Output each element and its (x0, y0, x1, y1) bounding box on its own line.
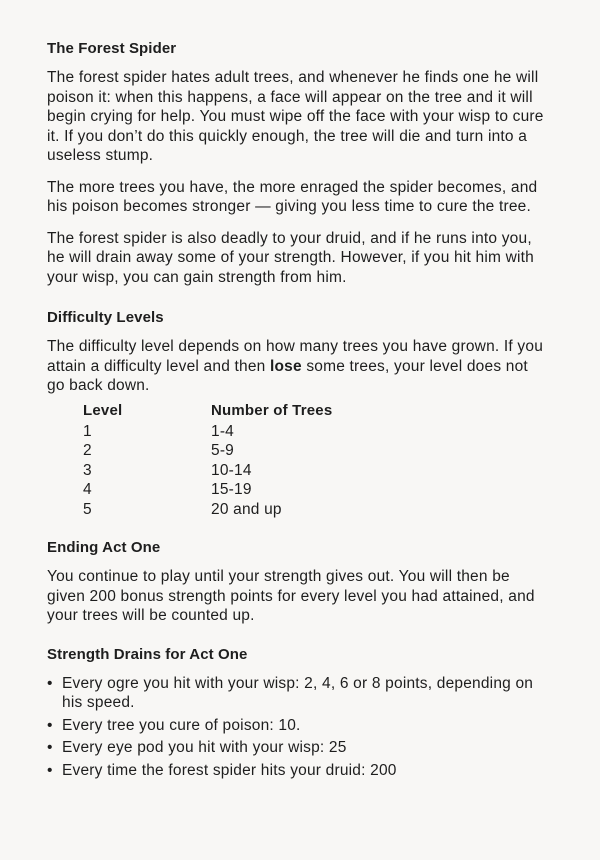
difficulty-intro-after: some trees, your level does not go back down. (47, 357, 528, 394)
level-column-header: Level (83, 401, 123, 419)
list-item (47, 738, 544, 758)
difficulty-intro (47, 337, 544, 396)
forest-spider-paragraph-1: The forest spider hates adult trees, and whenever he finds one he will poison it: when this happens, a face will appear on the tree and it will begin crying for help. You must wipe off the face with your wisp to cure it. If you don’t do this quickly enough, the tree will die and turn into a useless stump. (47, 69, 544, 164)
ending-act-one-text: You continue to play until your strength gives out. You will then be given 200 bonus strength points for every level you had attained, and your trees will be counted up. (47, 568, 535, 624)
list-item-text: Every time the forest spider hits your druid: 200 (62, 761, 397, 779)
table-row (83, 480, 332, 500)
trees-column-header: Number of Trees (211, 401, 333, 419)
strength-drains-heading: Strength Drains for Act One (47, 645, 248, 663)
table-row (83, 422, 332, 442)
difficulty-levels-heading: Difficulty Levels (47, 309, 164, 326)
list-item-text: Every eye pod you hit with your wisp: 25 (62, 739, 347, 756)
difficulty-table (83, 402, 332, 520)
ending-act-one-heading: Ending Act One (47, 539, 161, 556)
table-row (83, 461, 332, 481)
trees-cell: 20 and up (211, 500, 282, 518)
bullet-icon: • (47, 716, 53, 734)
ending-act-one-section (47, 539, 544, 626)
trees-cell: 1-4 (211, 422, 235, 440)
forest-spider-heading: The Forest Spider (47, 40, 177, 57)
difficulty-table-header-row (83, 402, 332, 422)
level-cell: 4 (83, 481, 92, 498)
trees-cell: 5-9 (211, 442, 235, 459)
list-item-text: Every ogre you hit with your wisp: 2, 4, 6 or 8 points, depending on his speed. (62, 674, 534, 711)
level-cell: 2 (83, 442, 92, 459)
trees-cell: 10-14 (211, 461, 252, 479)
bullet-icon: • (47, 739, 53, 756)
table-row (83, 441, 332, 461)
difficulty-intro-bold: lose (270, 357, 302, 375)
level-cell: 3 (83, 461, 92, 479)
difficulty-levels-section (47, 309, 544, 519)
list-item-text: Every tree you cure of poison: 10. (62, 716, 301, 734)
bullet-icon: • (47, 674, 53, 692)
level-cell: 1 (83, 422, 92, 440)
list-item (47, 761, 544, 781)
forest-spider-paragraph-2: The more trees you have, the more enraged the spider becomes, and his poison becomes stronger — giving you less time to cure the tree. (47, 178, 538, 215)
forest-spider-section (47, 40, 544, 287)
strength-drains-list (47, 674, 544, 781)
list-item (47, 674, 544, 713)
bullet-icon: • (47, 761, 53, 779)
table-row (83, 500, 332, 520)
list-item (47, 716, 544, 736)
level-cell: 5 (83, 500, 92, 518)
forest-spider-paragraph-3: The forest spider is also deadly to your druid, and if he runs into you, he will drain away some of your strength. However, if you hit him with your wisp, you can gain strength from him. (47, 229, 534, 286)
trees-cell: 15-19 (211, 481, 252, 498)
difficulty-intro-before: The difficulty level depends on how many trees you have grown. If you attain a difficulty level and then (47, 338, 544, 375)
strength-drains-section (47, 646, 544, 781)
